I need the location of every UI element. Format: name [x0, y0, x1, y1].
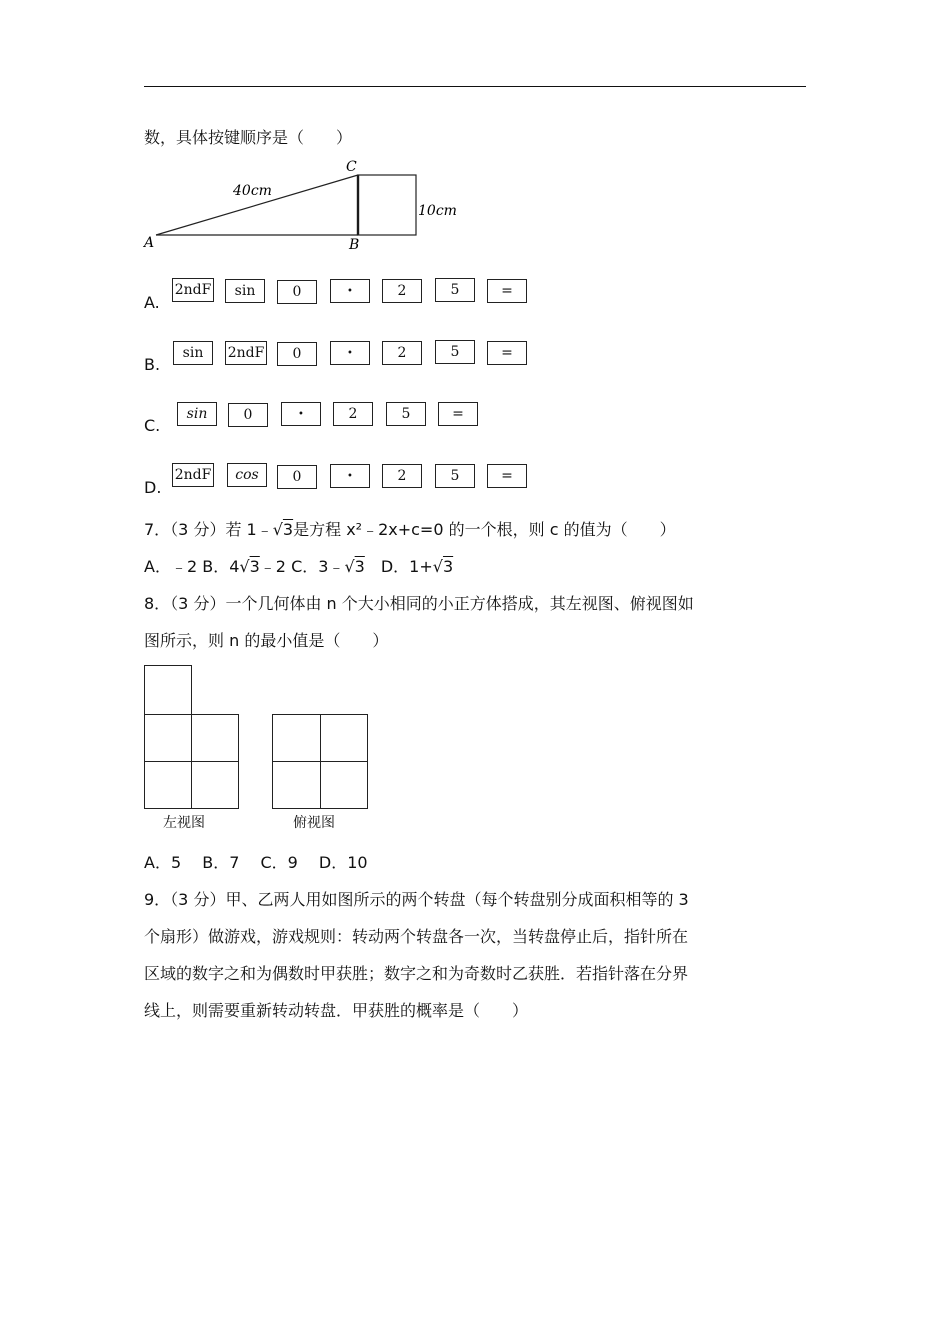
key-0: 0 — [277, 465, 317, 489]
left-view-caption: 左视图 — [163, 815, 205, 831]
cell — [272, 761, 321, 809]
q6-option-d-label: D. — [144, 478, 162, 497]
hypotenuse-label: 40cm — [233, 183, 272, 199]
cell — [144, 665, 192, 715]
key-2: 2 — [382, 341, 422, 365]
key-0: 0 — [277, 342, 317, 366]
q9-stem-line2: 个扇形）做游戏，游戏规则：转动两个转盘各一次，当转盘停止后，指针所在 — [144, 927, 689, 946]
key-2ndf: 2ndF — [225, 341, 267, 365]
key-cos: cos — [227, 463, 267, 487]
q8-stem-line2: 图所示，则 n 的最小值是（ ） — [144, 631, 389, 650]
q9-stem-line1: 9．（3 分）甲、乙两人用如图所示的两个转盘（每个转盘别分成面积相等的 3 — [144, 890, 689, 909]
label-b: B — [349, 237, 360, 253]
cell — [320, 761, 368, 809]
triangle-figure — [140, 155, 470, 255]
key-decimal: • — [330, 279, 370, 303]
key-2: 2 — [333, 402, 373, 426]
key-0: 0 — [228, 403, 268, 427]
key-5: 5 — [435, 278, 475, 302]
sqrt-icon: √ — [344, 557, 355, 576]
sqrt-icon: √ — [432, 557, 443, 576]
key-equals: = — [487, 464, 527, 488]
label-c: C — [346, 159, 357, 175]
side-label: 10cm — [418, 203, 457, 219]
key-5: 5 — [435, 340, 475, 364]
key-decimal: • — [330, 341, 370, 365]
key-2ndf: 2ndF — [172, 463, 214, 487]
key-sin: sin — [225, 279, 265, 303]
key-5: 5 — [435, 464, 475, 488]
cell — [320, 714, 368, 762]
sqrt-icon: √ — [239, 557, 250, 576]
top-view-caption: 俯视图 — [293, 815, 335, 831]
key-sin: sin — [173, 341, 213, 365]
key-equals: = — [487, 341, 527, 365]
key-2: 2 — [382, 279, 422, 303]
key-5: 5 — [386, 402, 426, 426]
header-rule — [144, 86, 806, 87]
label-a: A — [144, 235, 155, 251]
q8-options: A．5 B．7 C．9 D．10 — [144, 853, 368, 872]
q7-stem: 7．（3 分）若 1﹣√3是方程 x²﹣2x+c=0 的一个根，则 c 的值为（ ） — [144, 520, 676, 539]
q6-option-a-label: A. — [144, 293, 160, 312]
key-0: 0 — [277, 280, 317, 304]
key-2ndf: 2ndF — [172, 278, 214, 302]
sqrt-icon: √ — [272, 520, 283, 539]
key-equals: = — [438, 402, 478, 426]
key-decimal: • — [281, 402, 321, 426]
key-decimal: • — [330, 464, 370, 488]
cell — [191, 714, 239, 762]
q7-options: A．﹣2 B．4√3﹣2 C．3﹣√3 D．1+√3 — [144, 557, 454, 576]
cell — [144, 714, 192, 762]
key-sin: sin — [177, 402, 217, 426]
q8-stem-line1: 8．（3 分）一个几何体由 n 个大小相同的小正方体搭成，其左视图、俯视图如 — [144, 594, 694, 613]
cell — [272, 714, 321, 762]
q6-intro: 数，具体按键顺序是（ ） — [144, 128, 353, 147]
q9-stem-line4: 线上，则需要重新转动转盘．甲获胜的概率是（ ） — [144, 1001, 529, 1020]
q6-option-b-label: B. — [144, 355, 161, 374]
cell — [144, 761, 192, 809]
q9-stem-line3: 区域的数字之和为偶数时甲获胜；数字之和为奇数时乙获胜．若指针落在分界 — [144, 964, 689, 983]
cell — [191, 761, 239, 809]
key-equals: = — [487, 279, 527, 303]
key-2: 2 — [382, 464, 422, 488]
q6-option-c-label: C. — [144, 416, 161, 435]
